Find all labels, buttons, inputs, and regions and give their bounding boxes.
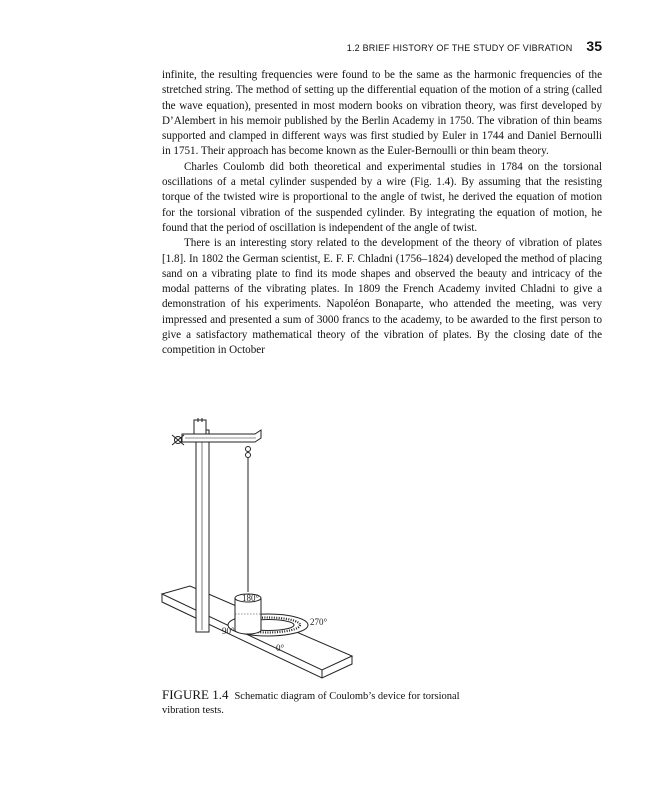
page-number: 35 [586, 38, 602, 54]
caption-text: Schematic diagram of Coulomb’s device for torsional vibration tests. [162, 691, 460, 716]
caption-label: FIGURE 1.4 [162, 687, 229, 702]
angle-label-0: 0° [276, 643, 285, 653]
angle-label-90: 90° [222, 626, 235, 636]
paragraph-1: infinite, the resulting frequencies were found to be the same as the harmonic frequencies of the stretched string. The method of setting up the differential equation of the motion of a string (called the wave equation), presented in most modern books on vibration theory, was first developed by D’Alembert in his memoir published by the Berlin Academy in 1750. The vibration of thin beams supported and clamped in different ways was first studied by Euler in 1744 and Daniel Bernoulli in 1751. Their approach has become known as the Euler-Bernoulli or thin beam theory. [162, 69, 602, 158]
figure-caption [162, 688, 462, 718]
paragraph-2: Charles Coulomb did both theoretical and experimental studies in 1784 on the torsional oscillations of a metal cylinder suspended by a wire (Fig. 1.4). By assuming that the resisting torque of the twisted wire is proportional to the angle of twist, he derived the equation of motion for the torsional vibration of the suspended cylinder. By integrating the equation of motion, he found that the period of oscillation is independent of the angle of twist. [162, 160, 602, 234]
suspended-cylinder [235, 598, 261, 634]
clamp-block [194, 420, 206, 434]
coulomb-device-diagram [160, 418, 360, 686]
angle-label-270: 270° [310, 617, 328, 627]
running-head [160, 38, 602, 58]
paragraph-3: There is an interesting story related to the development of the theory of vibration of plates [1.8]. In 1802 the German scientist, E. F. F. Chladni (1756–1824) developed the method of placing sand on a vibrating plate to find its mode shapes and observed the beauty and intricacy of the modal patterns of the vibrating plates. In 1809 the French Academy invited Chladni to give a demonstration of his experiments. Napoléon Bonaparte, who attended the meeting, was very impressed and presented a sum of 3000 francs to the academy, to be awarded to the first person to give a satisfactory mathematical theory of the vibration of plates. By the closing date of the competition in October [162, 237, 602, 357]
section-title: 1.2 BRIEF HISTORY OF THE STUDY OF VIBRATION [346, 43, 573, 53]
figure-coulomb-device [160, 418, 360, 686]
body-text [162, 68, 602, 359]
angle-label-180: 180° [242, 593, 260, 603]
vertical-post [196, 430, 209, 632]
